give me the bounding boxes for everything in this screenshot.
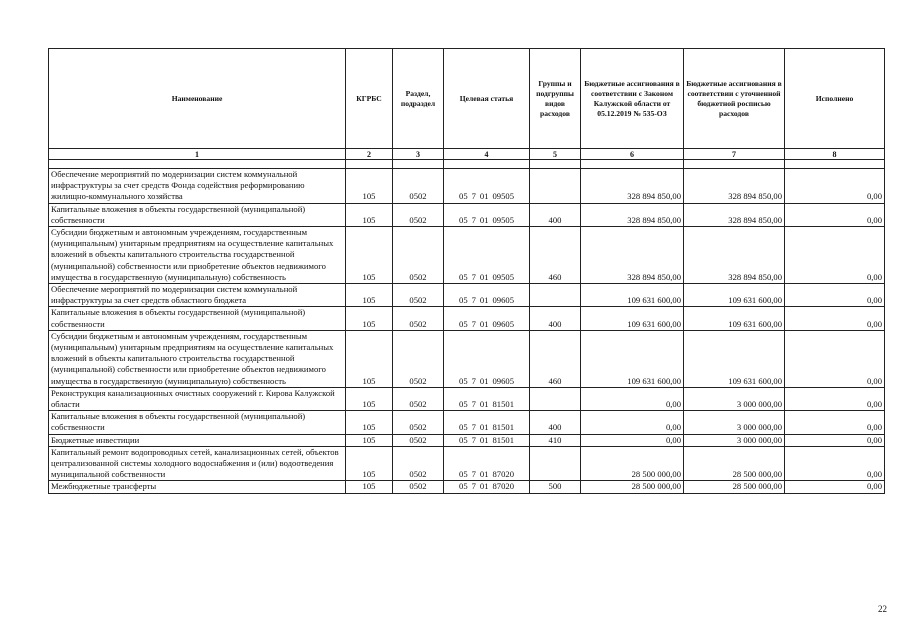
target-article-part: 05: [459, 481, 468, 492]
target-article-part: 09605: [492, 318, 514, 329]
target-article-part: 7: [471, 295, 476, 306]
table-row: [49, 411, 885, 434]
row-kgrbs: 105: [346, 203, 393, 226]
target-article-part: 05: [459, 191, 468, 202]
column-number: 3: [393, 149, 444, 160]
row-target-article: [444, 446, 530, 481]
row-law-allocation: 109 631 600,00: [581, 307, 684, 330]
target-article-part: 7: [471, 434, 476, 445]
header-name: Наименование: [49, 49, 346, 149]
target-article-code: [446, 481, 527, 492]
target-article-code: [446, 435, 527, 446]
target-article-code: [446, 469, 527, 480]
target-article-part: 05: [459, 318, 468, 329]
row-kgrbs: 105: [346, 434, 393, 446]
table-row: [49, 434, 885, 446]
column-number: 7: [684, 149, 785, 160]
header-executed: Исполнено: [785, 49, 885, 149]
row-executed: 0,00: [785, 330, 885, 387]
column-number: 5: [530, 149, 581, 160]
row-name: Обеспечение мероприятий по модернизации систем коммунальной инфраструктуры за счет средств областного бюджета: [49, 284, 346, 307]
table-row: [49, 446, 885, 481]
row-kgrbs: 105: [346, 284, 393, 307]
row-expense-group: [530, 446, 581, 481]
row-section: 0502: [393, 411, 444, 434]
target-article-part: 05: [459, 434, 468, 445]
column-number: 1: [49, 149, 346, 160]
target-article-part: 7: [471, 271, 476, 282]
row-refined-allocation: 28 500 000,00: [684, 481, 785, 493]
row-refined-allocation: 109 631 600,00: [684, 284, 785, 307]
target-article-part: 09605: [492, 375, 514, 386]
row-law-allocation: 28 500 000,00: [581, 481, 684, 493]
target-article-part: 05: [459, 399, 468, 410]
row-kgrbs: 105: [346, 411, 393, 434]
row-section: 0502: [393, 284, 444, 307]
target-article-part: 05: [459, 469, 468, 480]
row-kgrbs: 105: [346, 169, 393, 204]
target-article-part: 81501: [492, 399, 514, 410]
row-executed: 0,00: [785, 481, 885, 493]
row-section: 0502: [393, 227, 444, 284]
target-article-part: 87020: [492, 481, 514, 492]
target-article-part: 09505: [492, 271, 514, 282]
table-row: [49, 330, 885, 387]
row-executed: 0,00: [785, 307, 885, 330]
target-article-part: 05: [459, 271, 468, 282]
row-executed: 0,00: [785, 227, 885, 284]
row-section: 0502: [393, 203, 444, 226]
row-law-allocation: 109 631 600,00: [581, 284, 684, 307]
row-law-allocation: 0,00: [581, 434, 684, 446]
row-law-allocation: 28 500 000,00: [581, 446, 684, 481]
row-law-allocation: 328 894 850,00: [581, 227, 684, 284]
table-row: [49, 227, 885, 284]
target-article-part: 81501: [492, 422, 514, 433]
row-target-article: [444, 227, 530, 284]
header-law-allocations: Бюджетные ассигнования в соответствии с Законом Калужской области от 05.12.2019 № 535-ОЗ: [581, 49, 684, 149]
row-name: Межбюджетные трансферты: [49, 481, 346, 493]
row-target-article: [444, 307, 530, 330]
row-kgrbs: 105: [346, 446, 393, 481]
target-article-code: [446, 422, 527, 433]
row-law-allocation: 328 894 850,00: [581, 203, 684, 226]
row-refined-allocation: 3 000 000,00: [684, 387, 785, 410]
row-name: Капитальные вложения в объекты государственной (муниципальной) собственности: [49, 411, 346, 434]
row-name: Капитальный ремонт водопроводных сетей, канализационных сетей, объектов централизованной системы холодного водоснабжения и (или) водоотведения муниципальной собственности: [49, 446, 346, 481]
target-article-part: 01: [479, 214, 489, 225]
target-article-code: [446, 319, 527, 330]
row-section: 0502: [393, 446, 444, 481]
budget-table: [48, 48, 885, 494]
target-article-part: 01: [479, 481, 489, 492]
table-row: [49, 481, 885, 493]
row-target-article: [444, 481, 530, 493]
row-kgrbs: 105: [346, 307, 393, 330]
row-name: Обеспечение мероприятий по модернизации систем коммунальной инфраструктуры за счет средств Фонда содействия реформированию жилищно-коммунального хозяйства: [49, 169, 346, 204]
target-article-part: 01: [479, 295, 489, 306]
row-name: Капитальные вложения в объекты государственной (муниципальной) собственности: [49, 203, 346, 226]
row-refined-allocation: 3 000 000,00: [684, 434, 785, 446]
row-section: 0502: [393, 434, 444, 446]
table-body: [49, 160, 885, 494]
row-executed: 0,00: [785, 203, 885, 226]
row-refined-allocation: 28 500 000,00: [684, 446, 785, 481]
row-target-article: [444, 203, 530, 226]
target-article-part: 01: [479, 422, 489, 433]
row-law-allocation: 328 894 850,00: [581, 169, 684, 204]
row-expense-group: 500: [530, 481, 581, 493]
row-target-article: [444, 330, 530, 387]
spacer-row: [49, 160, 885, 169]
target-article-part: 09605: [492, 295, 514, 306]
target-article-part: 05: [459, 375, 468, 386]
row-kgrbs: 105: [346, 387, 393, 410]
row-kgrbs: 105: [346, 227, 393, 284]
row-section: 0502: [393, 387, 444, 410]
target-article-part: 7: [471, 481, 476, 492]
header-kgrbs: КГРБС: [346, 49, 393, 149]
target-article-part: 01: [479, 434, 489, 445]
row-expense-group: 400: [530, 203, 581, 226]
row-expense-group: 460: [530, 330, 581, 387]
table-row: [49, 169, 885, 204]
target-article-part: 7: [471, 214, 476, 225]
row-name: Бюджетные инвестиции: [49, 434, 346, 446]
target-article-part: 7: [471, 191, 476, 202]
target-article-part: 05: [459, 295, 468, 306]
header-target-article: Целевая статья: [444, 49, 530, 149]
table-row: [49, 284, 885, 307]
target-article-part: 09505: [492, 214, 514, 225]
row-executed: 0,00: [785, 434, 885, 446]
row-target-article: [444, 411, 530, 434]
row-law-allocation: 109 631 600,00: [581, 330, 684, 387]
target-article-code: [446, 191, 527, 202]
row-section: 0502: [393, 169, 444, 204]
row-section: 0502: [393, 330, 444, 387]
row-refined-allocation: 109 631 600,00: [684, 307, 785, 330]
row-executed: 0,00: [785, 169, 885, 204]
target-article-part: 05: [459, 422, 468, 433]
table-row: [49, 307, 885, 330]
header-expense-group: Группы и подгруппы видов расходов: [530, 49, 581, 149]
row-executed: 0,00: [785, 387, 885, 410]
target-article-part: 01: [479, 318, 489, 329]
row-executed: 0,00: [785, 411, 885, 434]
row-refined-allocation: 328 894 850,00: [684, 227, 785, 284]
row-law-allocation: 0,00: [581, 411, 684, 434]
row-expense-group: [530, 284, 581, 307]
target-article-code: [446, 399, 527, 410]
column-number: 2: [346, 149, 393, 160]
row-refined-allocation: 3 000 000,00: [684, 411, 785, 434]
target-article-part: 05: [459, 214, 468, 225]
row-name: Капитальные вложения в объекты государственной (муниципальной) собственности: [49, 307, 346, 330]
row-executed: 0,00: [785, 446, 885, 481]
row-expense-group: [530, 169, 581, 204]
row-expense-group: [530, 387, 581, 410]
target-article-part: 87020: [492, 469, 514, 480]
table-row: [49, 203, 885, 226]
column-number-row: [49, 149, 885, 160]
column-number: 4: [444, 149, 530, 160]
row-section: 0502: [393, 307, 444, 330]
row-expense-group: 400: [530, 307, 581, 330]
target-article-part: 09505: [492, 191, 514, 202]
row-refined-allocation: 328 894 850,00: [684, 203, 785, 226]
row-executed: 0,00: [785, 284, 885, 307]
target-article-part: 7: [471, 318, 476, 329]
target-article-code: [446, 272, 527, 283]
header-row: [49, 49, 885, 149]
target-article-code: [446, 376, 527, 387]
row-name: Реконструкция канализационных очистных сооружений г. Кирова Калужской области: [49, 387, 346, 410]
row-refined-allocation: 328 894 850,00: [684, 169, 785, 204]
row-name: Субсидии бюджетным и автономным учреждениям, государственным (муниципальным) унитарным предприятиям на осуществление капитальных вложений в объекты капитального строительства государственной (муниципальной) собственности или приобретение объектов недвижимого имущества в государственную (муниципальную) собственность: [49, 330, 346, 387]
target-article-part: 7: [471, 422, 476, 433]
row-expense-group: 460: [530, 227, 581, 284]
target-article-part: 7: [471, 399, 476, 410]
target-article-part: 01: [479, 271, 489, 282]
row-law-allocation: 0,00: [581, 387, 684, 410]
row-target-article: [444, 434, 530, 446]
table-row: [49, 387, 885, 410]
row-section: 0502: [393, 481, 444, 493]
column-number: 6: [581, 149, 684, 160]
target-article-part: 01: [479, 375, 489, 386]
page-number: 22: [878, 604, 887, 614]
row-kgrbs: 105: [346, 481, 393, 493]
target-article-code: [446, 295, 527, 306]
row-target-article: [444, 169, 530, 204]
target-article-part: 7: [471, 375, 476, 386]
row-kgrbs: 105: [346, 330, 393, 387]
target-article-part: 81501: [492, 434, 514, 445]
header-refined-allocations: Бюджетные ассигнования в соответствии с уточненной бюджетной росписью расходов: [684, 49, 785, 149]
target-article-part: 01: [479, 191, 489, 202]
row-expense-group: 410: [530, 434, 581, 446]
target-article-part: 01: [479, 399, 489, 410]
row-target-article: [444, 284, 530, 307]
row-name: Субсидии бюджетным и автономным учреждениям, государственным (муниципальным) унитарным предприятиям на осуществление капитальных вложений в объекты капитального строительства государственной (муниципальной) собственности или приобретение объектов недвижимого имущества в государственную (муниципальную) собственность: [49, 227, 346, 284]
column-number: 8: [785, 149, 885, 160]
row-refined-allocation: 109 631 600,00: [684, 330, 785, 387]
target-article-part: 7: [471, 469, 476, 480]
target-article-code: [446, 215, 527, 226]
target-article-part: 01: [479, 469, 489, 480]
row-target-article: [444, 387, 530, 410]
header-section: Раздел, подраздел: [393, 49, 444, 149]
row-expense-group: 400: [530, 411, 581, 434]
